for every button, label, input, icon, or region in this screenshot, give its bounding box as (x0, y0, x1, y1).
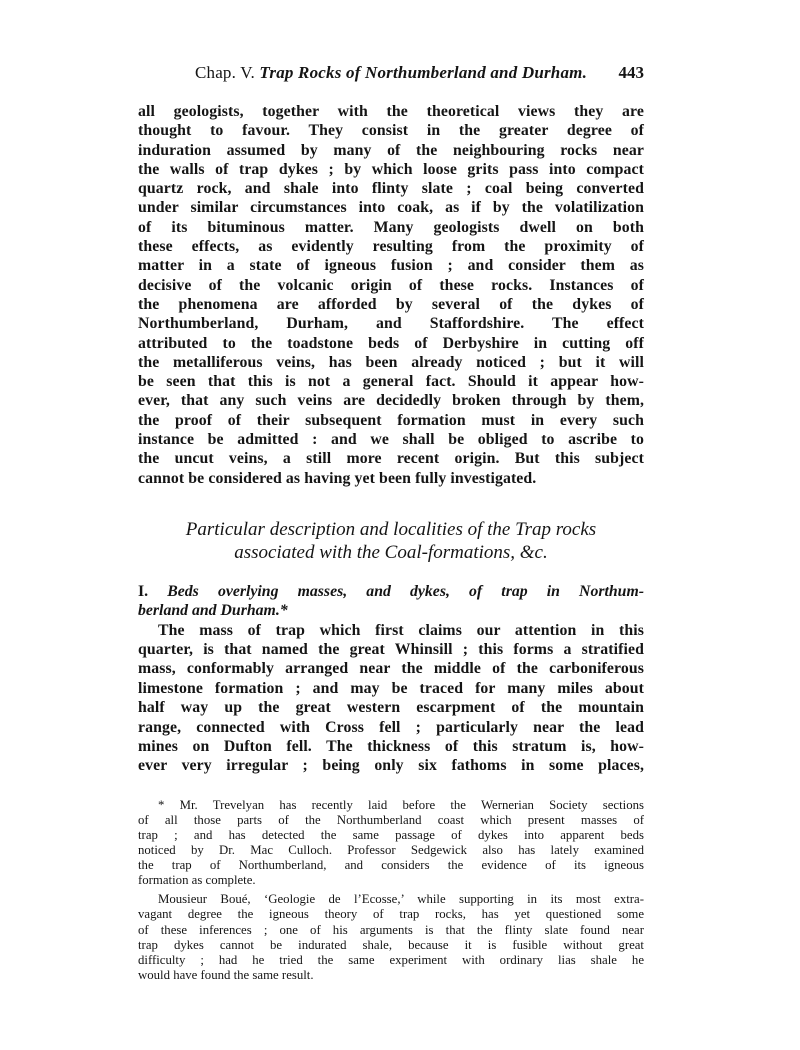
text-line: all geologists, together with the theoretical views they are (138, 103, 644, 120)
footnote-line: trap dykes cannot be indurated shale, because it is fusible without great (138, 937, 644, 952)
text-line: instance be admitted : and we shall be obliged to ascribe to (138, 431, 644, 449)
chapter-subject: Trap Rocks of Northumberland and Durham. (259, 63, 588, 82)
section-heading-line: associated with the Coal-formations, &c. (234, 541, 548, 563)
footnote-line: the trap of Northumberland, and considers the evidence of its igneous (138, 858, 644, 873)
footnote-line: formation as complete. (138, 873, 256, 888)
subsection-heading-line: berland and Durham.* (138, 602, 288, 620)
footnote-line: * Mr. Trevelyan has recently laid before the Wernerian Society sections (158, 797, 644, 812)
footnote (138, 798, 644, 889)
footnotes (138, 798, 644, 983)
text-line: attributed to the toadstone beds of Derbyshire in cutting off (138, 334, 644, 352)
text-line: thought to favour. They consist in the greater degree of (138, 122, 644, 140)
section-heading-line: Particular description and localities of the Trap rocks (185, 518, 597, 540)
text-line: ever, that any such veins are decidedly broken through by them, (138, 392, 644, 410)
chapter-label: Chap. V. (194, 63, 255, 82)
text-line: these effects, as evidently resulting from the proximity of (138, 238, 644, 256)
text-line: The mass of trap which first claims our attention in this (158, 621, 644, 639)
body-paragraph (138, 102, 644, 488)
running-head-title (138, 58, 644, 88)
text-line: the phenomena are afforded by several of the dykes of (138, 295, 644, 313)
text-line: the metalliferous veins, has been already noticed ; but it will (138, 353, 644, 371)
footnote-line: Mousieur Boué, ‘Geologie de l’Ecosse,’ while supporting in its most extra- (158, 892, 644, 907)
footnote-line: of these inferences ; one of his arguments is that the flinty slate found near (138, 922, 644, 937)
footnote-line: would have found the same result. (138, 967, 314, 982)
subsection-title: Beds overlying masses, and dykes, of trap in Northum- (167, 582, 644, 600)
text-line: the walls of trap dykes ; by which loose grits pass into compact (138, 160, 644, 178)
text-line: of its bituminous matter. Many geologists dwell on both (138, 218, 644, 236)
text-line: induration assumed by many of the neighbouring rocks near (138, 141, 644, 159)
text-line: limestone formation ; and may be traced for many miles about (138, 679, 644, 697)
text-line: the uncut veins, a still more recent origin. But this subject (138, 450, 644, 468)
subsection-number: I. (138, 582, 149, 600)
footnote-line: trap ; and has detected the same passage of dykes into apparent beds (138, 827, 644, 842)
running-head (138, 58, 644, 88)
footnote-line: of all those parts of the Northumberland coast which present masses of (138, 812, 644, 827)
footnote-line: noticed by Dr. Mac Culloch. Professor Sedgewick also has lately examined (138, 843, 644, 858)
text-line: under similar circumstances into coak, as if by the volatilization (138, 199, 644, 217)
text-line: decisive of the volcanic origin of these rocks. Instances of (138, 276, 644, 294)
text-line: be seen that this is not a general fact. Should it appear how- (138, 373, 644, 391)
text-line: range, connected with Cross fell ; particularly near the lead (138, 718, 644, 736)
text-line: quartz rock, and shale into flinty slate ; coal being converted (138, 180, 644, 198)
footnote-line: vagant degree the igneous theory of trap rocks, has yet questioned some (138, 907, 644, 922)
footnote-line: difficulty ; had he tried the same experiment with ordinary lias shale he (138, 952, 644, 967)
text-line: mass, conformably arranged near the middle of the carboniferous (138, 660, 644, 678)
subsection-heading-line (138, 582, 644, 601)
text-line: Northumberland, Durham, and Staffordshire. The effect (138, 315, 644, 333)
section-heading (138, 518, 644, 564)
text-line: ever very irregular ; being only six fathoms in some places, (138, 757, 644, 775)
text-line: cannot be considered as having yet been fully investigated. (138, 469, 537, 487)
text-line: quarter, is that named the great Whinsill ; this forms a stratified (138, 640, 644, 658)
page-number: 443 (618, 63, 644, 82)
text-line: half way up the great western escarpment of the mountain (138, 699, 644, 717)
subsection-heading (138, 582, 644, 621)
text-line: the proof of their subsequent formation must in every such (138, 411, 644, 429)
book-page (138, 58, 644, 983)
body-paragraph (138, 621, 644, 776)
footnote (138, 892, 644, 983)
text-line: matter in a state of igneous fusion ; and consider them as (138, 257, 644, 275)
text-line: mines on Dufton fell. The thickness of this stratum is, how- (138, 737, 644, 755)
